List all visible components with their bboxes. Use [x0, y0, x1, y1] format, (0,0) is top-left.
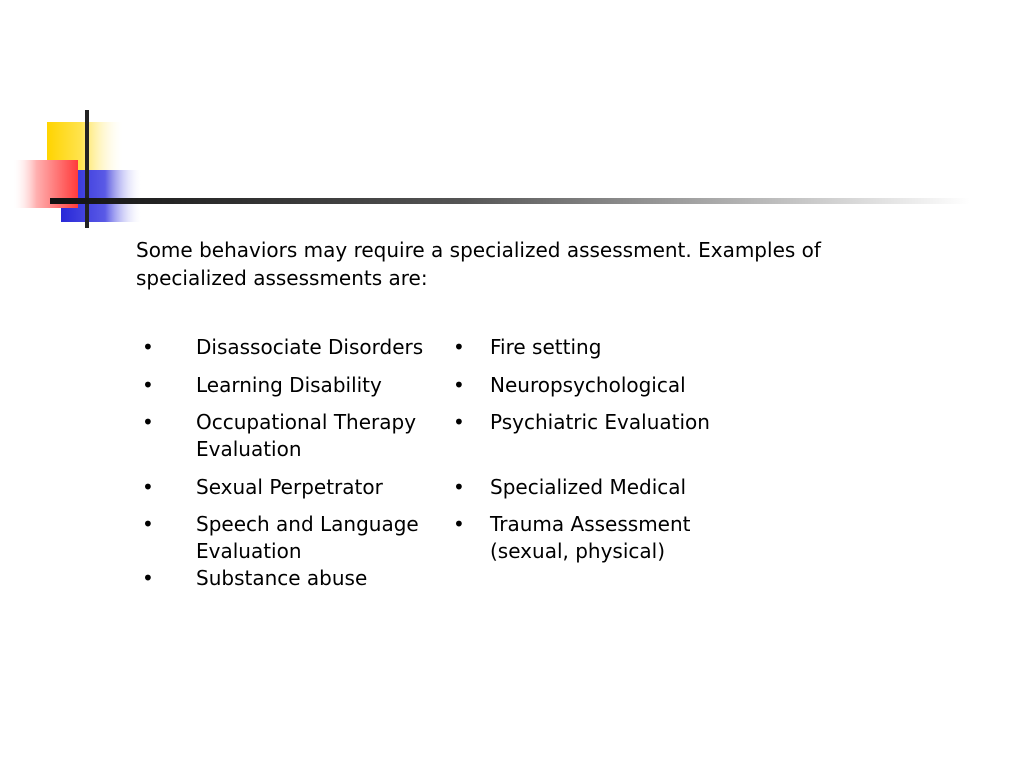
right-bullet-list — [448, 334, 748, 565]
assessment-columns — [136, 334, 856, 614]
list-item — [136, 474, 436, 501]
bullet-icon: • — [453, 474, 465, 499]
list-item-label: Fire setting — [490, 335, 602, 359]
slide-body — [136, 236, 856, 292]
list-item-label: Sexual Perpetrator — [196, 474, 383, 499]
bullet-icon: • — [142, 335, 154, 359]
list-item — [136, 409, 436, 463]
bullet-icon: • — [142, 474, 154, 499]
intro-text: Some behaviors may require a specialized assessment. Examples of specialized assessments are: — [136, 238, 821, 290]
bullet-icon: • — [453, 335, 465, 359]
horizontal-rule — [50, 198, 970, 204]
vertical-line — [85, 110, 89, 228]
bullet-icon: • — [142, 566, 154, 590]
list-item — [448, 474, 748, 501]
list-item — [136, 565, 436, 592]
list-item — [448, 409, 748, 436]
bullet-icon: • — [453, 372, 465, 397]
list-item — [448, 511, 700, 565]
list-item-label: Substance abuse — [196, 566, 368, 590]
list-item — [136, 372, 436, 399]
list-item — [448, 334, 748, 361]
list-item-label: Occupational Therapy Evaluation — [196, 410, 417, 461]
list-item-label: Specialized Medical — [490, 474, 687, 499]
bullet-icon: • — [142, 512, 154, 536]
bullet-icon: • — [453, 512, 465, 536]
list-item-label: Neuropsychological — [490, 372, 686, 397]
list-item-label: Learning Disability — [196, 372, 382, 397]
title-decoration — [0, 0, 1024, 240]
list-item — [448, 372, 748, 399]
list-item-label: Disassociate Disorders — [196, 335, 424, 359]
list-item-label: Trauma Assessment (sexual, physical) — [490, 512, 691, 563]
list-item — [136, 511, 436, 565]
list-item — [136, 334, 436, 361]
bullet-icon: • — [142, 410, 154, 434]
bullet-icon: • — [142, 372, 154, 397]
list-item-label: Psychiatric Evaluation — [490, 410, 710, 434]
list-item-label: Speech and Language Evaluation — [196, 512, 419, 563]
bullet-icon: • — [453, 410, 465, 434]
left-bullet-list — [136, 334, 436, 592]
